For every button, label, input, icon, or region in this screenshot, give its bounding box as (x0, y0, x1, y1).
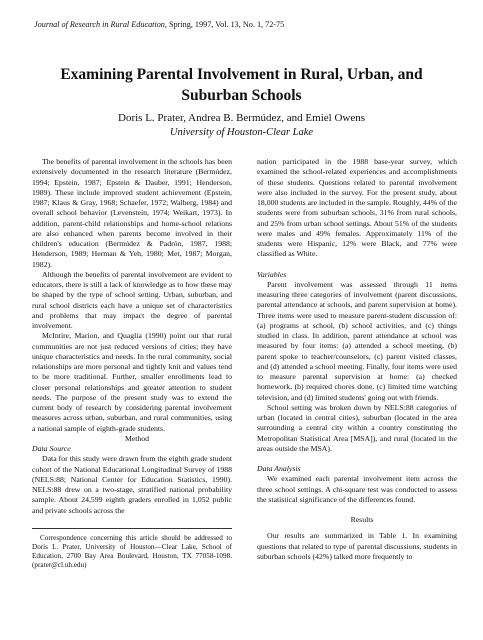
intro-paragraph-1: The benefits of parental involvement in the schools has been extensively documented in the research literature (Bermúdez, 1994; Epstein, 1987; Epstein & Dauber, 1991; Henderson, 1989). These include improved student achievement (Epstein, 1987; Klaus & Gray, 1968; Schaefer, 1972; Walberg, 1984) and overall school behavior (Levenstein, 1974; Weikart, 1973). In addition, parent-child relationships and home-school relations are also enhanced when parents become involved in their children's education (Bermúdez & Padrón, 1987, 1988; Henderson, 1989; Herman & Yeh, 1980; Met, 1987; Morgan, 1982). (32, 157, 232, 269)
article-title: Examining Parental Involvement in Rural, Urban, and Suburban Schools (60, 66, 423, 104)
data-source-heading: Data Source (32, 444, 71, 453)
results-paragraph: Our results are summarized in Table 1. In examining questions that related to type of parental discussions, students in suburban schools (42%) talked more frequently to (257, 531, 457, 561)
variables-paragraph-1: Parent involvement was assessed through 11 items measuring three categories of involvement (parent discussions, parental attendance at schools, and parent supervision at home). Three items were used to measure parent-student discussion of: (a) programs at school, (b) school activities, and (c) things studied in class. In addition, parent attendance at school was measured by four items: (a) attended a school meeting, (b) parent spoke to teacher/counselors, (c) parent visited classes, and (d) attended a school meeting. Finally, four items were used to measure parental supervision at home: (a) checked homework, (b) required chores done, (c) limited time watching television, and (d) limited students' going out with friends. (257, 279, 457, 402)
journal-issue: Spring, 1997, Vol. 13, No. 1, 72-75 (166, 20, 285, 29)
footnote (32, 534, 232, 571)
journal-citation (34, 20, 284, 29)
data-analysis-paragraph: We examined each parental involvement item across the three school settings. A chi-square test was conducted to assess the statistical significance of the differences found. (257, 474, 457, 504)
journal-name: Journal of Research in Rural Education, (34, 20, 167, 29)
method-heading: Method (124, 433, 150, 443)
sample-paragraph: nation participated in the 1988 base-year survey, which examined the school-related experiences and accomplishments of these students. Questions related to parental involvement were also included in the survey. For the present study, about 18,000 students are included in the sample. Roughly, 44% of the students were from suburban schools, 31% from rural schools, and 25% from urban school settings. About 51% of the students were males and 49% females. Approximately 11% of the students were Hispanic, 12% were Black, and 77% were classified as White. (257, 157, 457, 259)
data-source-paragraph: Data for this study were drawn from the eighth grade student cohort of the National Educational Longitudinal Survey of 1988 (NELS:88; National Center for Education Statistics, 1990). NELS:88 drew on a two-stage, stratified national probability sample. About 24,599 eighth graders enrolled in 1,052 public and private schools across the (32, 454, 232, 515)
author-affiliation: University of Houston-Clear Lake (169, 127, 314, 138)
variables-heading: Variables (257, 269, 287, 279)
intro-paragraph-2: Although the benefits of parental involvement are evident to educators, there is still a lack of knowledge as to how these may be shaped by the type of school setting. Urban, suburban, and rural school districts each have a unique set of characteristics and problems that may impact the degree of parental involvement. (32, 269, 232, 330)
variables-paragraph-2: School setting was broken down by NELS:88 categories of urban (located in central cities), suburban (located in the area surrounding a central city within a country constituting the Metropolitan Statistical Area [MSA]), and rural (located in the areas outside the MSA). (257, 402, 457, 453)
intro-paragraph-3: McIntire, Marion, and Quaglia (1990) point out that rural communities are not just reduced versions of cities; they have unique characteristics and needs. In the rural community, social relationships are more personal and tightly knit and values tend to be more traditional. Further, smaller enrollments lead to closer personal relationships and greater attention to student needs. The purpose of the present study was to extend the current body of research by considering parental involvement measures across urban, suburban, and rural communities, using a national sample of eighth-grade students. (32, 331, 232, 433)
data-analysis-heading: Data Analysis (257, 464, 301, 473)
footnote-text: Correspondence concerning this article should be addressed to Doris L. Prater, University of Houston—Clear Lake, School of Education, 2700 Bay Area Boulevard, Houston, TX 77058-1098. (prater@cl.uh.edu) (32, 533, 232, 570)
left-column (32, 157, 232, 571)
footnote-divider (32, 528, 232, 529)
results-heading: Results (350, 515, 374, 524)
right-column (257, 157, 457, 562)
author-list: Doris L. Prater, Andrea B. Bermúdez, and Emiel Owens (118, 112, 365, 124)
